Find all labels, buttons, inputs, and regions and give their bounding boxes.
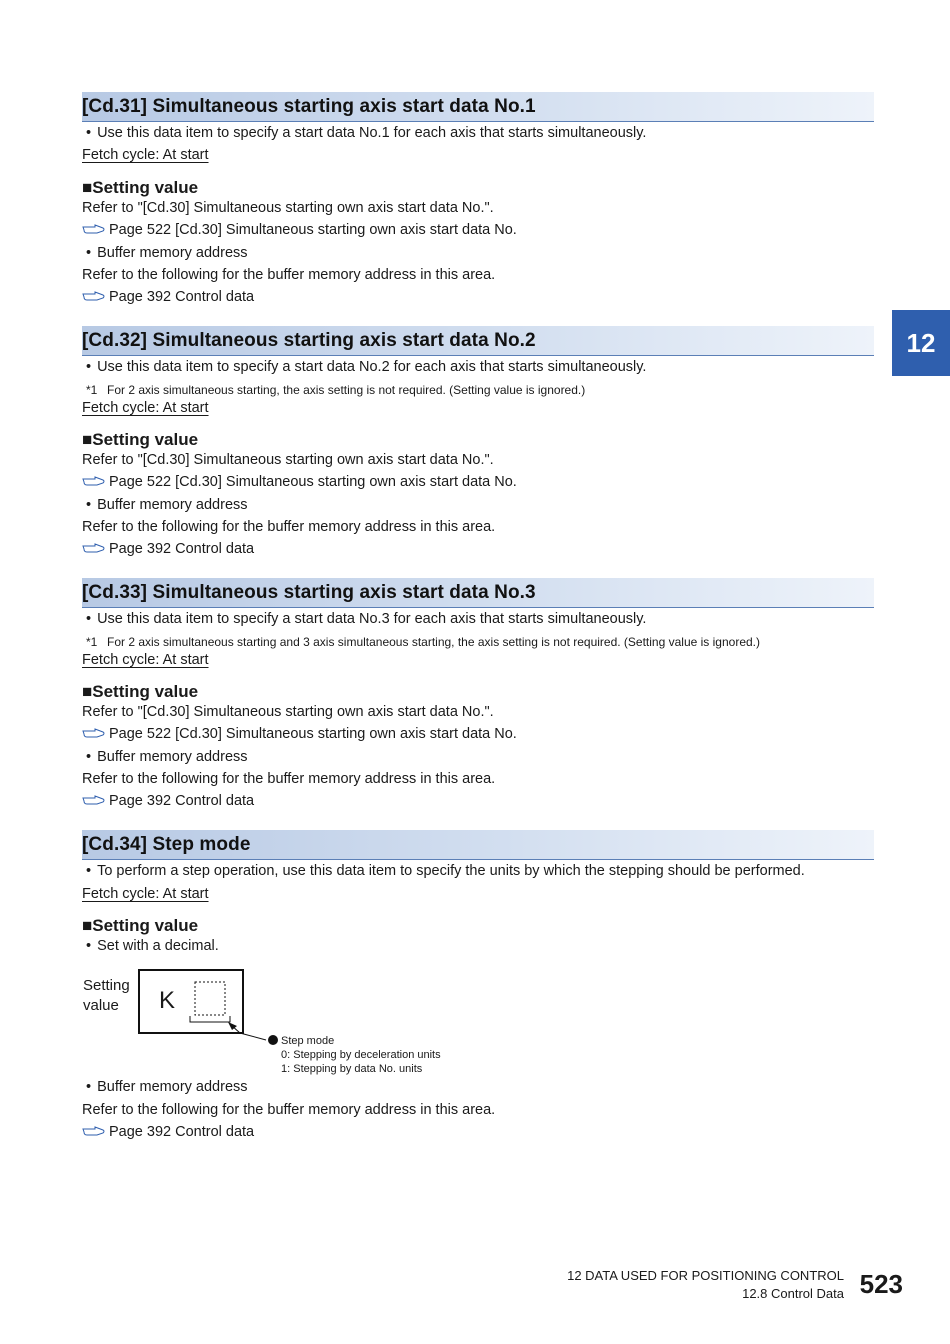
- page-link-522[interactable]: [82, 222, 517, 238]
- pointing-hand-icon: [82, 1126, 106, 1138]
- callout-option-1: 1: Stepping by data No. units: [281, 1063, 423, 1075]
- refer-buffer-text: Refer to the following for the buffer memory address in this area.: [82, 771, 496, 787]
- section-cd31: [82, 92, 874, 305]
- footnote-mark: *1: [86, 383, 98, 397]
- pointing-hand-icon: [82, 476, 106, 488]
- section-header: [82, 92, 874, 122]
- k-prefix: K: [159, 987, 176, 1014]
- description: • To perform a step operation, use this data item to specify the units by which the stepping should be performed.: [82, 863, 805, 879]
- fetch-cycle: Fetch cycle: At start: [82, 886, 209, 902]
- setting-heading: ■Setting value: [82, 682, 199, 701]
- setting-value-diagram: [82, 968, 532, 1078]
- buffer-memory-bullet: • Buffer memory address: [82, 497, 248, 513]
- section-title: [Cd.31] Simultaneous starting axis start data No.1: [82, 95, 536, 117]
- pointing-hand-icon: [82, 728, 106, 740]
- page-link-392[interactable]: [82, 541, 254, 557]
- diagram-label-line1: Setting: [83, 977, 130, 994]
- section-header: [82, 578, 874, 608]
- fetch-cycle: Fetch cycle: At start: [82, 400, 209, 416]
- callout-option-0: 0: Stepping by deceleration units: [281, 1049, 441, 1061]
- diagram-label-line2: value: [83, 997, 119, 1014]
- link-text[interactable]: Page 392 Control data: [109, 793, 255, 809]
- buffer-memory-bullet: • Buffer memory address: [82, 245, 248, 261]
- setting-value-box: [139, 970, 243, 1033]
- link-text[interactable]: Page 392 Control data: [109, 289, 255, 305]
- section-cd33: [82, 578, 874, 809]
- callout-bullet: [268, 1035, 278, 1045]
- link-text[interactable]: Page 522 [Cd.30] Simultaneous starting own axis start data No.: [109, 222, 517, 238]
- fetch-cycle: Fetch cycle: At start: [82, 147, 209, 163]
- link-text[interactable]: Page 522 [Cd.30] Simultaneous starting own axis start data No.: [109, 726, 517, 742]
- description: • Use this data item to specify a start data No.3 for each axis that starts simultaneously.: [82, 611, 646, 627]
- digit-placeholder: [195, 982, 225, 1015]
- section-cd32: [82, 326, 874, 557]
- refer-buffer-text: Refer to the following for the buffer memory address in this area.: [82, 519, 496, 535]
- footnote-text: For 2 axis simultaneous starting and 3 axis simultaneous starting, the axis setting is not required. (Setting value is ignored.): [107, 635, 760, 649]
- refer-text: Refer to "[Cd.30] Simultaneous starting own axis start data No.".: [82, 704, 494, 720]
- setting-heading: ■Setting value: [82, 178, 199, 197]
- section-title: [Cd.33] Simultaneous starting axis start data No.3: [82, 581, 536, 603]
- footer-chapter: 12 DATA USED FOR POSITIONING CONTROL: [567, 1268, 844, 1283]
- set-decimal-bullet: • Set with a decimal.: [82, 938, 219, 954]
- section-header: [82, 830, 874, 860]
- description: • Use this data item to specify a start data No.1 for each axis that starts simultaneously.: [82, 125, 646, 141]
- section-title: [Cd.32] Simultaneous starting axis start data No.2: [82, 329, 536, 351]
- page-link-522[interactable]: [82, 474, 517, 490]
- refer-buffer-text: Refer to the following for the buffer memory address in this area.: [82, 1102, 496, 1118]
- section-title: [Cd.34] Step mode: [82, 833, 251, 855]
- pointing-hand-icon: [82, 291, 106, 303]
- page-link-392[interactable]: [82, 289, 254, 305]
- footnote-mark: *1: [86, 635, 98, 649]
- page-number: 523: [859, 1269, 903, 1299]
- setting-heading: ■Setting value: [82, 430, 199, 449]
- fetch-cycle: Fetch cycle: At start: [82, 652, 209, 668]
- refer-buffer-text: Refer to the following for the buffer memory address in this area.: [82, 267, 496, 283]
- pointing-hand-icon: [82, 795, 106, 807]
- callout-title: Step mode: [281, 1035, 335, 1047]
- link-text[interactable]: Page 392 Control data: [109, 1124, 255, 1140]
- digit-bracket: [190, 1016, 230, 1022]
- pointing-hand-icon: [82, 543, 106, 555]
- footnote: [82, 383, 585, 397]
- refer-text: Refer to "[Cd.30] Simultaneous starting own axis start data No.".: [82, 452, 494, 468]
- page-link-522[interactable]: [82, 726, 517, 742]
- pointing-hand-icon: [82, 224, 106, 236]
- setting-heading: ■Setting value: [82, 916, 199, 935]
- page-link-392[interactable]: [82, 1124, 254, 1140]
- buffer-memory-bullet: • Buffer memory address: [82, 749, 248, 765]
- link-text[interactable]: Page 522 [Cd.30] Simultaneous starting own axis start data No.: [109, 474, 517, 490]
- footer-section: 12.8 Control Data: [742, 1286, 844, 1301]
- footnote: [82, 635, 760, 649]
- page-link-392[interactable]: [82, 793, 254, 809]
- refer-text: Refer to "[Cd.30] Simultaneous starting own axis start data No.".: [82, 200, 494, 216]
- description: • Use this data item to specify a start data No.2 for each axis that starts simultaneously.: [82, 359, 646, 375]
- buffer-memory-bullet: • Buffer memory address: [82, 1079, 248, 1095]
- chapter-tab: 12: [892, 310, 950, 376]
- section-header: [82, 326, 874, 356]
- link-text[interactable]: Page 392 Control data: [109, 541, 255, 557]
- footnote-text: For 2 axis simultaneous starting, the axis setting is not required. (Setting value is ignored.): [107, 383, 586, 397]
